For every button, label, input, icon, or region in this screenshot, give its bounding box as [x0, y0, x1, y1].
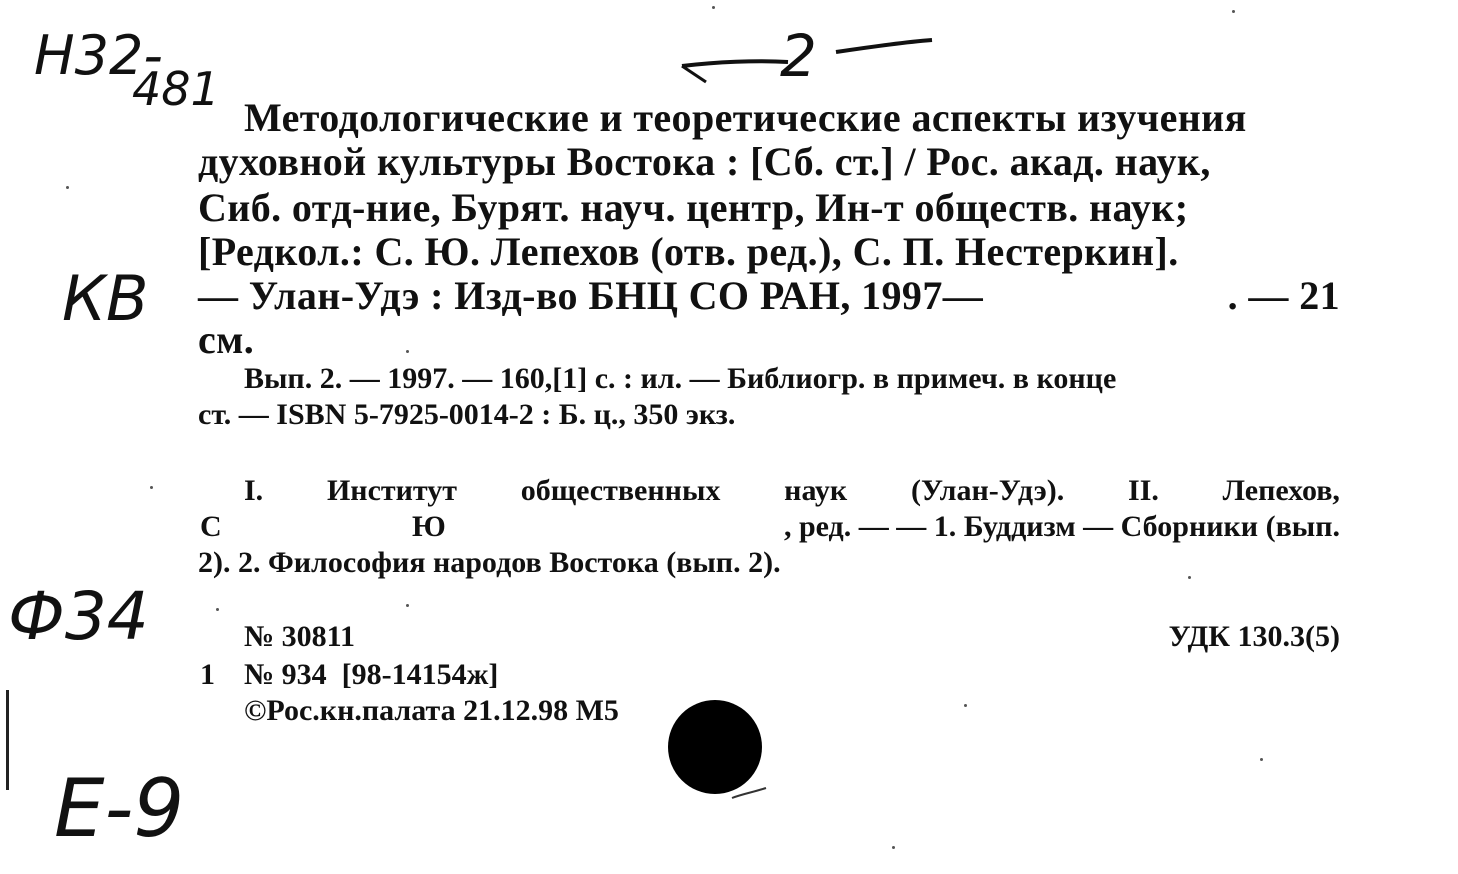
subject-word-4: наук	[784, 474, 848, 507]
title-text-3: Сиб. отд-ние, Бурят. науч. центр, Ин-т обществ. наук;	[198, 185, 1189, 230]
title-text-4: [Редкол.: С. Ю. Лепехов (отв. ред.), С. П. Нестеркин].	[198, 229, 1179, 274]
subject-rest: , ред. — — 1. Буддизм — Сборники (вып.	[783, 510, 1340, 543]
subject-word-7: Лепехов,	[1222, 474, 1340, 507]
number-line-1	[244, 620, 1340, 654]
speck	[406, 350, 409, 353]
ink-blot	[668, 700, 762, 794]
title-line-6	[198, 318, 1340, 362]
speck	[406, 604, 409, 607]
handwritten-e9: Е-9	[54, 762, 185, 855]
handwritten-code-2: 481	[132, 62, 220, 116]
volume-line-1	[244, 362, 1340, 396]
speck	[216, 608, 219, 611]
size-text: . — 21	[1227, 273, 1340, 318]
subject-line-3	[198, 546, 1340, 580]
subject-word-1: I.	[244, 474, 264, 507]
subject-initial-s: С	[200, 510, 222, 543]
title-line-3	[198, 186, 1340, 230]
subject-line-1	[244, 474, 1340, 508]
imprint-text: — Улан-Удэ : Изд-во БНЦ СО РАН, 1997—	[198, 273, 984, 318]
speck	[1260, 758, 1263, 761]
handwritten-f34: Ф34	[8, 578, 149, 655]
speck	[892, 846, 895, 849]
margin-line	[6, 690, 9, 790]
handwritten-code-1: Н32-	[34, 24, 163, 87]
copyright-line	[244, 694, 1340, 728]
speck	[150, 486, 153, 489]
title-text-1: Методологические и теоретические аспекты изучения	[244, 95, 1247, 140]
registration-number-1: № 30811	[244, 620, 355, 653]
volume-text-2: ст. — ISBN 5-7925-0014-2 : Б. ц., 350 экз.	[198, 398, 736, 431]
subject-initial-yu: Ю	[412, 510, 446, 543]
speck	[1188, 576, 1191, 579]
volume-text-1: Вып. 2. — 1997. — 160,[1] с. : ил. — Библиогр. в примеч. в конце	[244, 362, 1117, 395]
subject-word-2: Институт	[326, 474, 458, 507]
registration-number-2: № 934 [98-14154ж]	[244, 658, 499, 691]
subject-word-5: (Улан-Удэ).	[910, 474, 1065, 507]
title-line-5	[198, 274, 1340, 318]
title-line-1	[244, 96, 1340, 140]
subject-word-3: общественных	[520, 474, 721, 507]
copyright-text: ©Рос.кн.палата 21.12.98 М5	[244, 694, 619, 727]
speck	[712, 6, 715, 9]
page-number-digit: 2	[780, 22, 817, 90]
copy-count: 1	[200, 658, 215, 691]
speck	[964, 704, 967, 707]
subject-word-6: II.	[1128, 474, 1159, 507]
title-line-2	[198, 140, 1340, 184]
udc-code: УДК 130.3(5)	[1168, 620, 1340, 653]
page-number	[676, 22, 936, 92]
volume-line-2	[198, 398, 1340, 432]
ink-tail	[730, 784, 770, 804]
title-text-2: духовной культуры Востока : [Сб. ст.] / Рос. акад. наук,	[198, 139, 1211, 184]
speck	[66, 186, 69, 189]
subject-text-3: 2). 2. Философия народов Востока (вып. 2).	[198, 546, 781, 579]
speck	[1232, 10, 1235, 13]
handwritten-kv: КВ	[62, 262, 149, 335]
title-line-4	[198, 230, 1340, 274]
size-unit-text: см.	[198, 317, 255, 362]
